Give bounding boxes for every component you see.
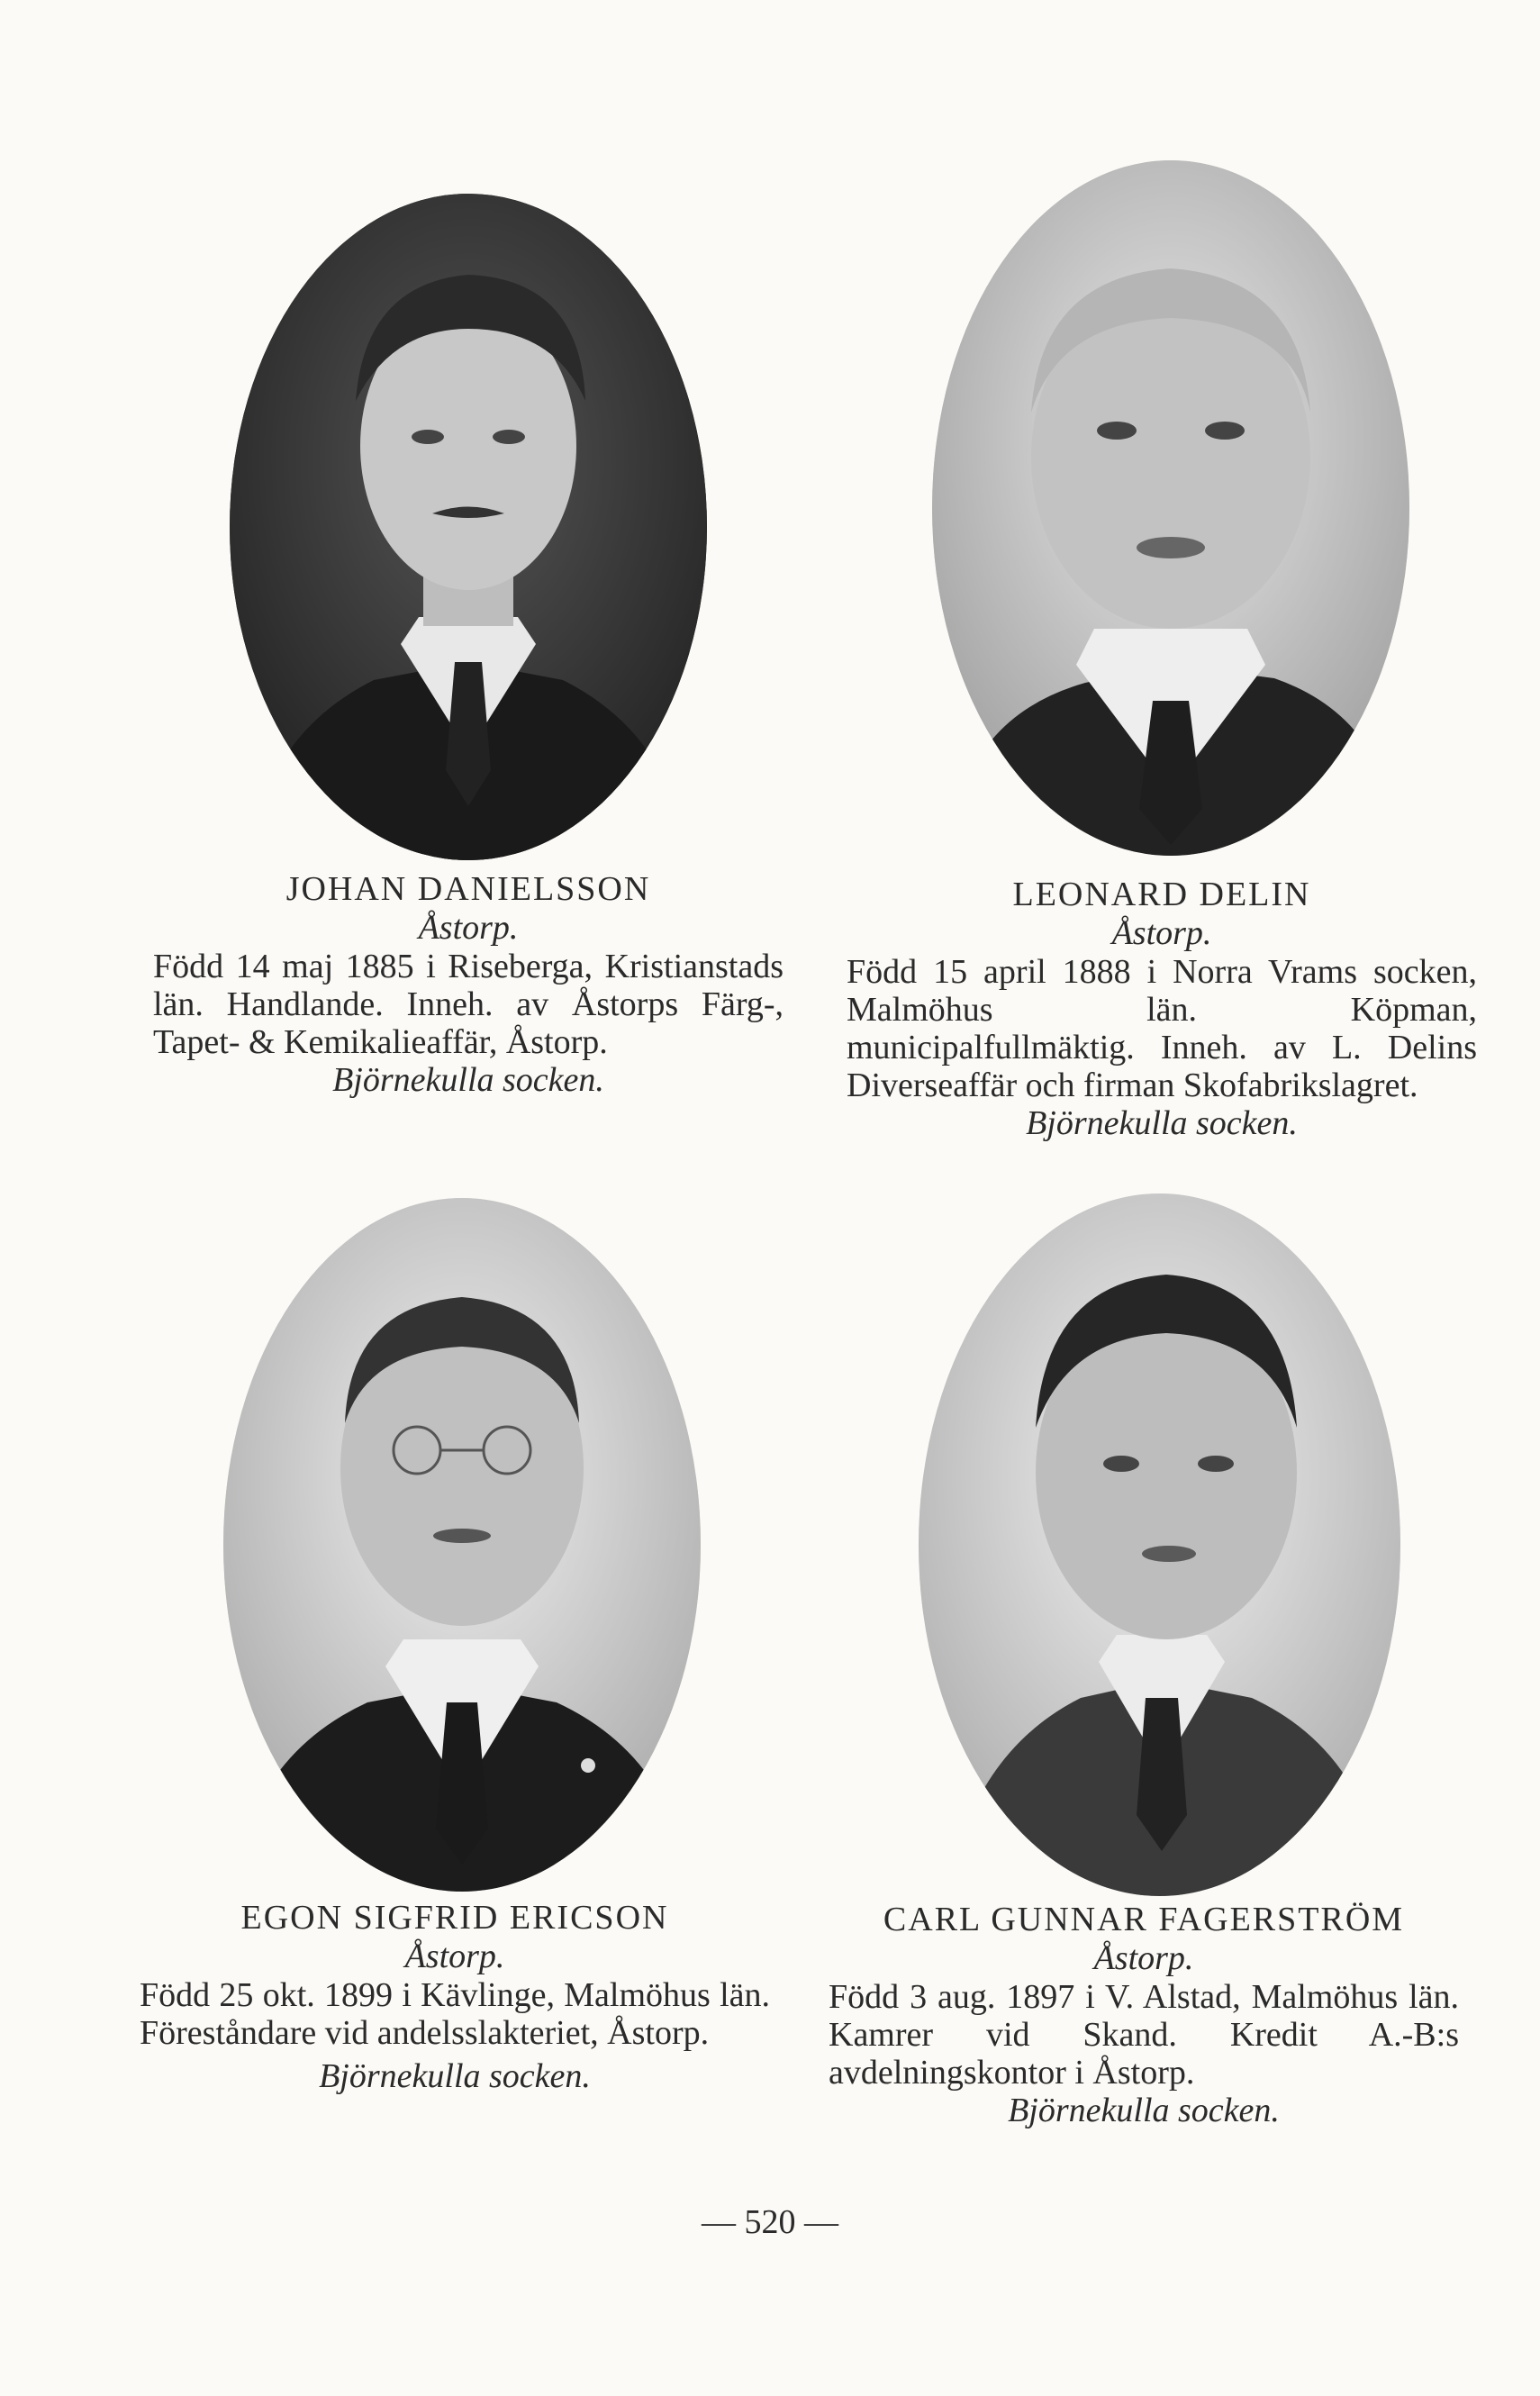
parish-name: Björnekulla socken.	[1026, 1104, 1298, 1142]
person-name: EGON SIGFRID ERICSON	[240, 1899, 669, 1937]
parish-name: Björnekulla socken.	[332, 1061, 604, 1099]
entry-3-caption	[140, 1899, 770, 2096]
portrait-egon-sigfrid-ericson	[223, 1198, 701, 1892]
biography: Född 14 maj 1885 i Riseberga, Kristianstads län. Handlande. Inneh. av Åstorps Färg-, Tapet- & Kemikalieaffär, Åstorp.	[153, 948, 784, 1061]
biography: Född 15 april 1888 i Norra Vrams socken, Malmöhus län. Köpman, municipalfullmäktig. Inneh. av L. Delins Diverseaffär och firman Skofabrikslagret.	[847, 953, 1477, 1104]
page-number: — 520 —	[702, 2203, 838, 2241]
portrait-leonard-delin	[932, 160, 1409, 856]
portrait-carl-gunnar-fagerstrom	[919, 1193, 1400, 1896]
person-name: LEONARD DELIN	[1012, 876, 1311, 913]
place-name: Åstorp.	[1093, 1939, 1194, 1977]
place-name: Åstorp.	[404, 1938, 505, 1975]
person-name: JOHAN DANIELSSON	[285, 870, 651, 908]
person-name: CARL GUNNAR FAGERSTRÖM	[883, 1901, 1405, 1938]
biography: Född 3 aug. 1897 i V. Alstad, Malmöhus län. Kamrer vid Skand. Kredit A.-B:s avdelningskontor i Åstorp.	[829, 1978, 1459, 2092]
place-name: Åstorp.	[418, 909, 519, 947]
biography: Född 25 okt. 1899 i Kävlinge, Malmöhus län. Föreståndare vid andelsslakteriet, Åstorp.	[140, 1976, 770, 2052]
parish-name: Björnekulla socken.	[319, 2057, 591, 2095]
parish-name: Björnekulla socken.	[1008, 2092, 1280, 2129]
entry-4-caption	[829, 1901, 1459, 2130]
entry-2-caption	[847, 876, 1477, 1143]
portrait-johan-danielsson	[230, 194, 707, 860]
entry-1-caption	[153, 870, 784, 1100]
place-name: Åstorp.	[1111, 914, 1212, 952]
